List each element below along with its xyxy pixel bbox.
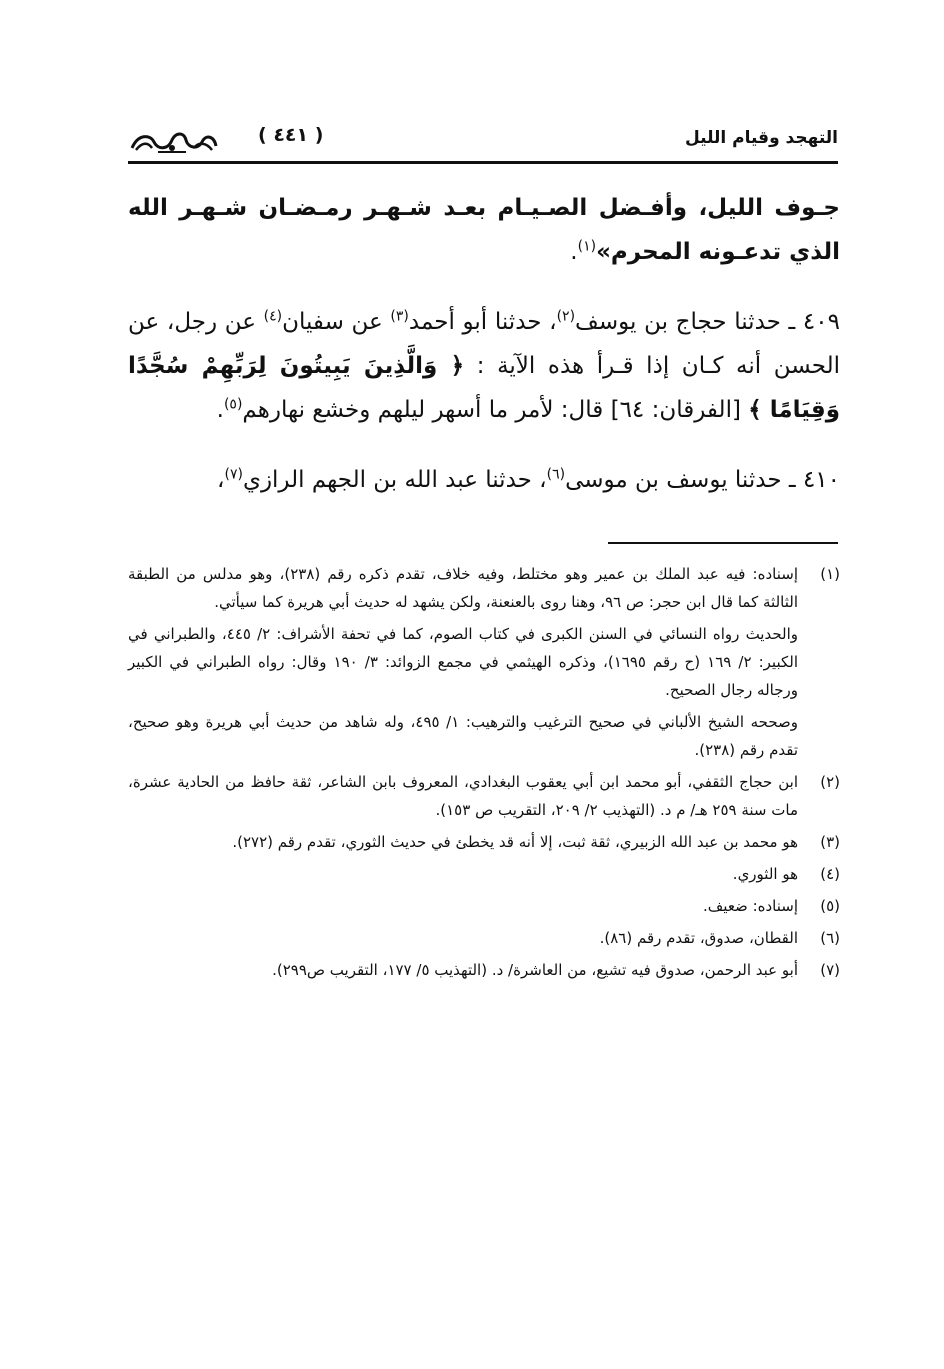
hadith-409-part-c: عن سفيان	[282, 309, 391, 335]
footnote-text: إسناده: ضعيف.	[703, 897, 798, 915]
footnote-rule	[608, 542, 838, 544]
footnote-number: (٧)	[820, 961, 840, 979]
hadith-409-end: .	[216, 397, 224, 423]
footnote-text: أبو عبد الرحمن، صدوق فيه تشيع، من العاشرة/ د. (التهذيب ٥/ ١٧٧، التقريب ص٢٩٩).	[272, 961, 798, 979]
page-header	[128, 118, 838, 162]
footnote-6	[128, 924, 840, 952]
footnote-5	[128, 892, 840, 920]
footnote-ref-5: (٥)	[223, 396, 243, 413]
footnote-3	[128, 828, 840, 856]
footnote-ref-7: (٧)	[224, 466, 243, 483]
footnote-number: (٢)	[820, 773, 840, 791]
hadith-409-part-a: ٤٠٩ ـ حدثنا حجاج بن يوسف	[575, 309, 840, 335]
page-number: ( ٤٤١ )	[258, 124, 324, 146]
footnote-ref-1: (١)	[577, 238, 597, 255]
quran-verse: ﴿ وَالَّذِينَ يَبِيتُونَ لِرَبِّهِمْ سُجَّدًا وَقِيَامًا ﴾	[128, 353, 840, 423]
paragraph-1	[128, 186, 840, 274]
hadith-409-part-b: ، حدثنا أبو أحمد	[408, 309, 557, 335]
footnote-4	[128, 860, 840, 888]
paragraph-1-end: .	[570, 239, 578, 265]
footnote-2	[128, 768, 840, 824]
footnote-number: (٤)	[820, 865, 840, 883]
footnote-ref-2: (٢)	[556, 308, 576, 325]
footnote-1-continued: والحديث رواه النسائي في السنن الكبرى في كتاب الصوم، كما في تحفة الأشراف: ٢/ ٤٤٥، والطبراني في الكبير: ٢/ ١٦٩ (ح رقم ١٦٩٥)، وذكره الهيثمي في مجمع الزوائد: ٣/ ١٩٠ وقال: رواه الطبراني في الكبير ورجاله رجال الصحيح.	[128, 625, 799, 699]
main-text	[128, 186, 840, 502]
hadith-409	[128, 300, 840, 432]
footnote-ref-4: (٤)	[263, 308, 283, 325]
footnote-text: هو محمد بن عبد الله الزبيري، ثقة ثبت، إلا أنه قد يخطئ في حديث الثوري، تقدم رقم (٢٧٢).	[232, 833, 798, 851]
footnote-number: (١)	[820, 565, 840, 583]
hadith-410-end: ،	[217, 467, 225, 493]
hadith-410-part-a: ٤١٠ ـ حدثنا يوسف بن موسى	[565, 467, 840, 493]
footnote-text: هو الثوري.	[732, 865, 798, 883]
footnote-ref-6: (٦)	[546, 466, 566, 483]
footnote-number: (٥)	[820, 897, 840, 915]
hadith-409-part-d: عن رجل، عن الحسن أنه كـان إذا قـرأ هذه الآية :	[128, 309, 840, 379]
footnote-1	[128, 560, 840, 616]
hadith-410-part-b: ، حدثنا عبد الله بن الجهم الرازي	[242, 467, 547, 493]
footnote-ref-3: (٣)	[390, 308, 409, 325]
footnote-number: (٦)	[820, 929, 840, 947]
running-title: التهجد وقيام الليل	[684, 128, 838, 148]
footnote-number: (٣)	[820, 833, 840, 851]
paragraph-1-text: جـوف الليل، وأفـضل الصـيـام بعـد شـهـر رمـضـان شـهـر الله الذي تدعـونه المحرم»	[128, 195, 840, 265]
header-rule	[128, 161, 838, 164]
ornament-icon	[128, 128, 218, 156]
footnote-7	[128, 956, 840, 984]
footnote-text: إسناده: فيه عبد الملك بن عمير وهو مختلط، وفيه خلاف، تقدم ذكره رقم (٢٣٨)، وهو مدلس من الطبقة الثالثة كما قال ابن حجر: ص ٩٦، وهنا روى بالعنعنة، ولكن يشهد له حديث أبي هريرة كما سيأتي.	[128, 565, 798, 611]
footnote-text: القطان، صدوق، تقدم رقم (٨٦).	[599, 929, 798, 947]
footnotes	[128, 560, 840, 988]
hadith-410	[128, 458, 840, 502]
footnote-1-continued-2: وصححه الشيخ الألباني في صحيح الترغيب والترهيب: ١/ ٤٩٥، وله شاهد من حديث أبي هريرة وهو صحيح، تقدم رقم (٢٣٨).	[128, 713, 798, 759]
footnote-text: ابن حجاج الثقفي، أبو محمد ابن أبي يعقوب البغدادي، المعروف بابن الشاعر، ثقة حافظ من الحادية عشرة، مات سنة ٢٥٩ هـ/ م د. (التهذيب ٢/ ٢٠٩، التقريب ص ١٥٣).	[128, 773, 798, 819]
hadith-409-part-e: [الفرقان: ٦٤] قال: لأمر ما أسهر ليلهم وخشع نهارهم	[242, 397, 749, 423]
